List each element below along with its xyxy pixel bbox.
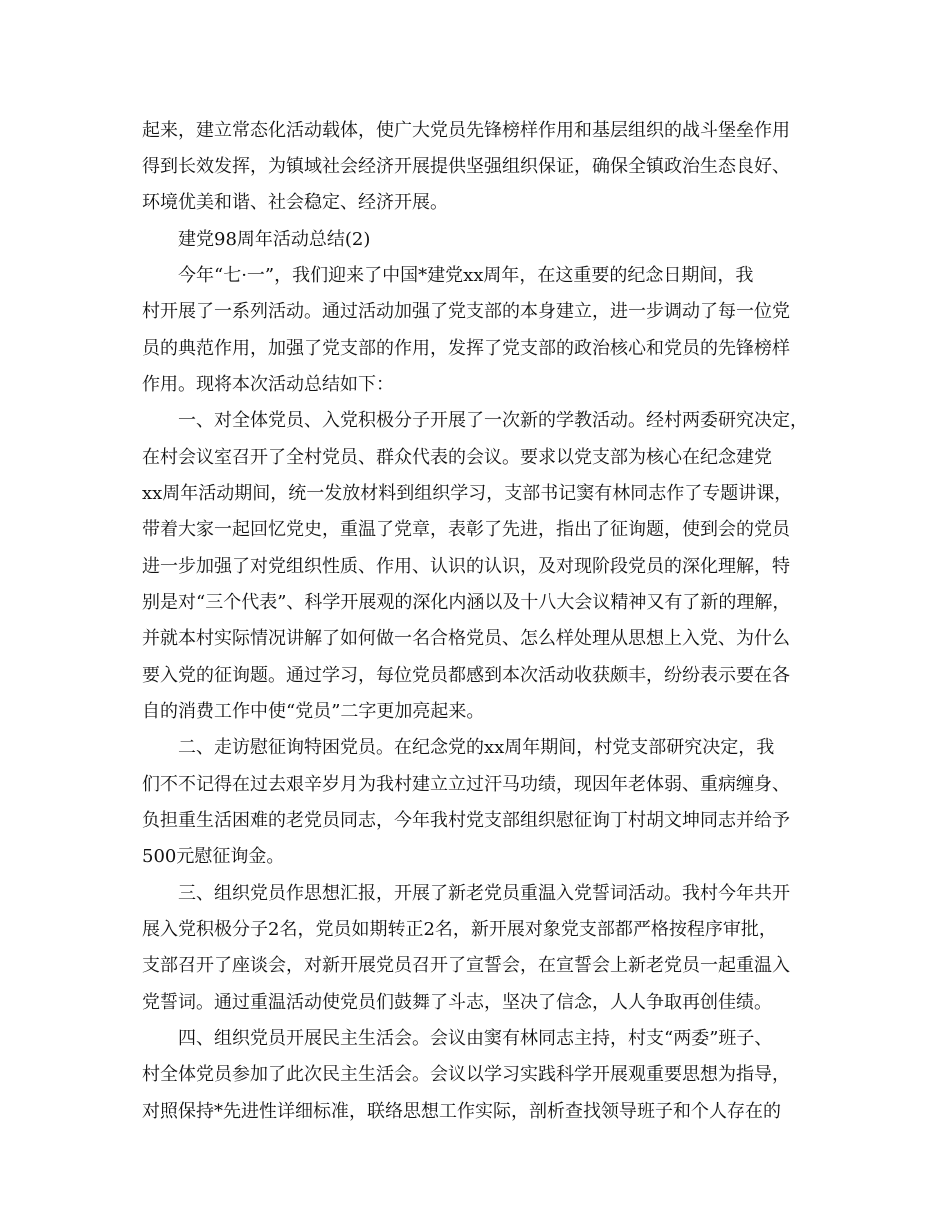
- line-text: 并就本村实际情况讲解了如何做一名合格党员、怎么样处理从思想上入党、为什么: [142, 628, 790, 649]
- line-text: xx周年活动期间，统一发放材料到组织学习，支部书记窦有林同志作了专题讲课，: [142, 483, 793, 504]
- text-line: [0, 985, 950, 1021]
- line-text: 今年“七·一”，我们迎来了中国*建党xx周年，在这重要的纪念日期间，我: [178, 265, 754, 286]
- text-line: [0, 876, 950, 912]
- line-text: 作用。现将本次活动总结如下：: [142, 374, 394, 395]
- line-text: 三、组织党员作思想汇报，开展了新老党员重温入党誓词活动。我村今年共开: [178, 883, 790, 904]
- line-text: 负担重生活困难的老党员同志，今年我村党支部组织慰征询丁村胡文坤同志并给予: [142, 810, 790, 831]
- line-text: 起来，建立常态化活动载体，使广大党员先锋榜样作用和基层组织的战斗堡垒作用: [142, 120, 790, 141]
- text-line: [0, 476, 950, 512]
- text-line: [0, 767, 950, 803]
- line-text: 支部召开了座谈会，对新开展党员召开了宣誓会，在宣誓会上新老党员一起重温入: [142, 955, 790, 976]
- line-text: 们不不记得在过去艰辛岁月为我村建立立过汗马功绩，现因年老体弱、重病缠身、: [142, 774, 790, 795]
- text-line: [0, 730, 950, 766]
- text-line: [0, 585, 950, 621]
- text-line: [0, 839, 950, 875]
- line-text: 带着大家一起回忆党史，重温了党章，表彰了先进，指出了征询题，使到会的党员: [142, 519, 790, 540]
- line-text: 500元慰征询金。: [142, 846, 285, 867]
- text-line: [0, 803, 950, 839]
- line-text: 对照保持*先进性详细标准，联络思想工作实际，剖析查找领导班子和个人存在的: [142, 1101, 781, 1122]
- text-line: [0, 367, 950, 403]
- line-text: 村全体党员参加了此次民主生活会。会议以学习实践科学开展观重要思想为指导，: [142, 1064, 790, 1085]
- text-line: [0, 294, 950, 330]
- line-text: 进一步加强了对党组织性质、作用、认识的认识，及对现阶段党员的深化理解，特: [142, 556, 790, 577]
- text-line: [0, 621, 950, 657]
- text-line: [0, 658, 950, 694]
- line-text: 自的消费工作中使“党员”二字更加亮起来。: [142, 701, 485, 722]
- section-heading: [0, 222, 950, 258]
- text-line: [0, 113, 950, 149]
- text-line: [0, 185, 950, 221]
- line-text: 员的典范作用，加强了党支部的作用，发挥了党支部的政治核心和党员的先锋榜样: [142, 338, 790, 359]
- line-text: 展入党积极分子2名，党员如期转正2名，新开展对象党支部都严格按程序审批，: [142, 919, 777, 940]
- line-text: 在村会议室召开了全村党员、群众代表的会议。要求以党支部为核心在纪念建党: [142, 447, 772, 468]
- text-line: [0, 549, 950, 585]
- line-text: 环境优美和谐、社会稳定、经济开展。: [142, 192, 448, 213]
- text-line: [0, 694, 950, 730]
- text-line: [0, 1021, 950, 1057]
- text-line: [0, 258, 950, 294]
- line-text: 二、走访慰征询特困党员。在纪念党的xx周年期间，村党支部研究决定，我: [178, 737, 775, 758]
- text-line: [0, 512, 950, 548]
- line-text: 别是对“三个代表”、科学开展观的深化内涵以及十八大会议精神又有了新的理解，: [142, 592, 791, 613]
- text-line: [0, 403, 950, 439]
- line-text: 得到长效发挥，为镇域社会经济开展提供坚强组织保证，确保全镇政治生态良好、: [142, 156, 790, 177]
- text-line: [0, 331, 950, 367]
- line-text: 村开展了一系列活动。通过活动加强了党支部的本身建立，进一步调动了每一位党: [142, 301, 790, 322]
- heading-text: 建党98周年活动总结(2): [178, 229, 371, 250]
- text-line: [0, 912, 950, 948]
- line-text: 党誓词。通过重温活动使党员们鼓舞了斗志，坚决了信念，人人争取再创佳绩。: [142, 992, 772, 1013]
- text-line: [0, 440, 950, 476]
- line-text: 一、对全体党员、入党积极分子开展了一次新的学教活动。经村两委研究决定，: [178, 410, 808, 431]
- text-line: [0, 1094, 950, 1130]
- text-line: [0, 948, 950, 984]
- text-line: [0, 1057, 950, 1093]
- line-text: 要入党的征询题。通过学习，每位党员都感到本次活动收获颇丰，纷纷表示要在各: [142, 665, 790, 686]
- line-text: 四、组织党员开展民主生活会。会议由窦有林同志主持，村支“两委”班子、: [178, 1028, 773, 1049]
- text-line: [0, 149, 950, 185]
